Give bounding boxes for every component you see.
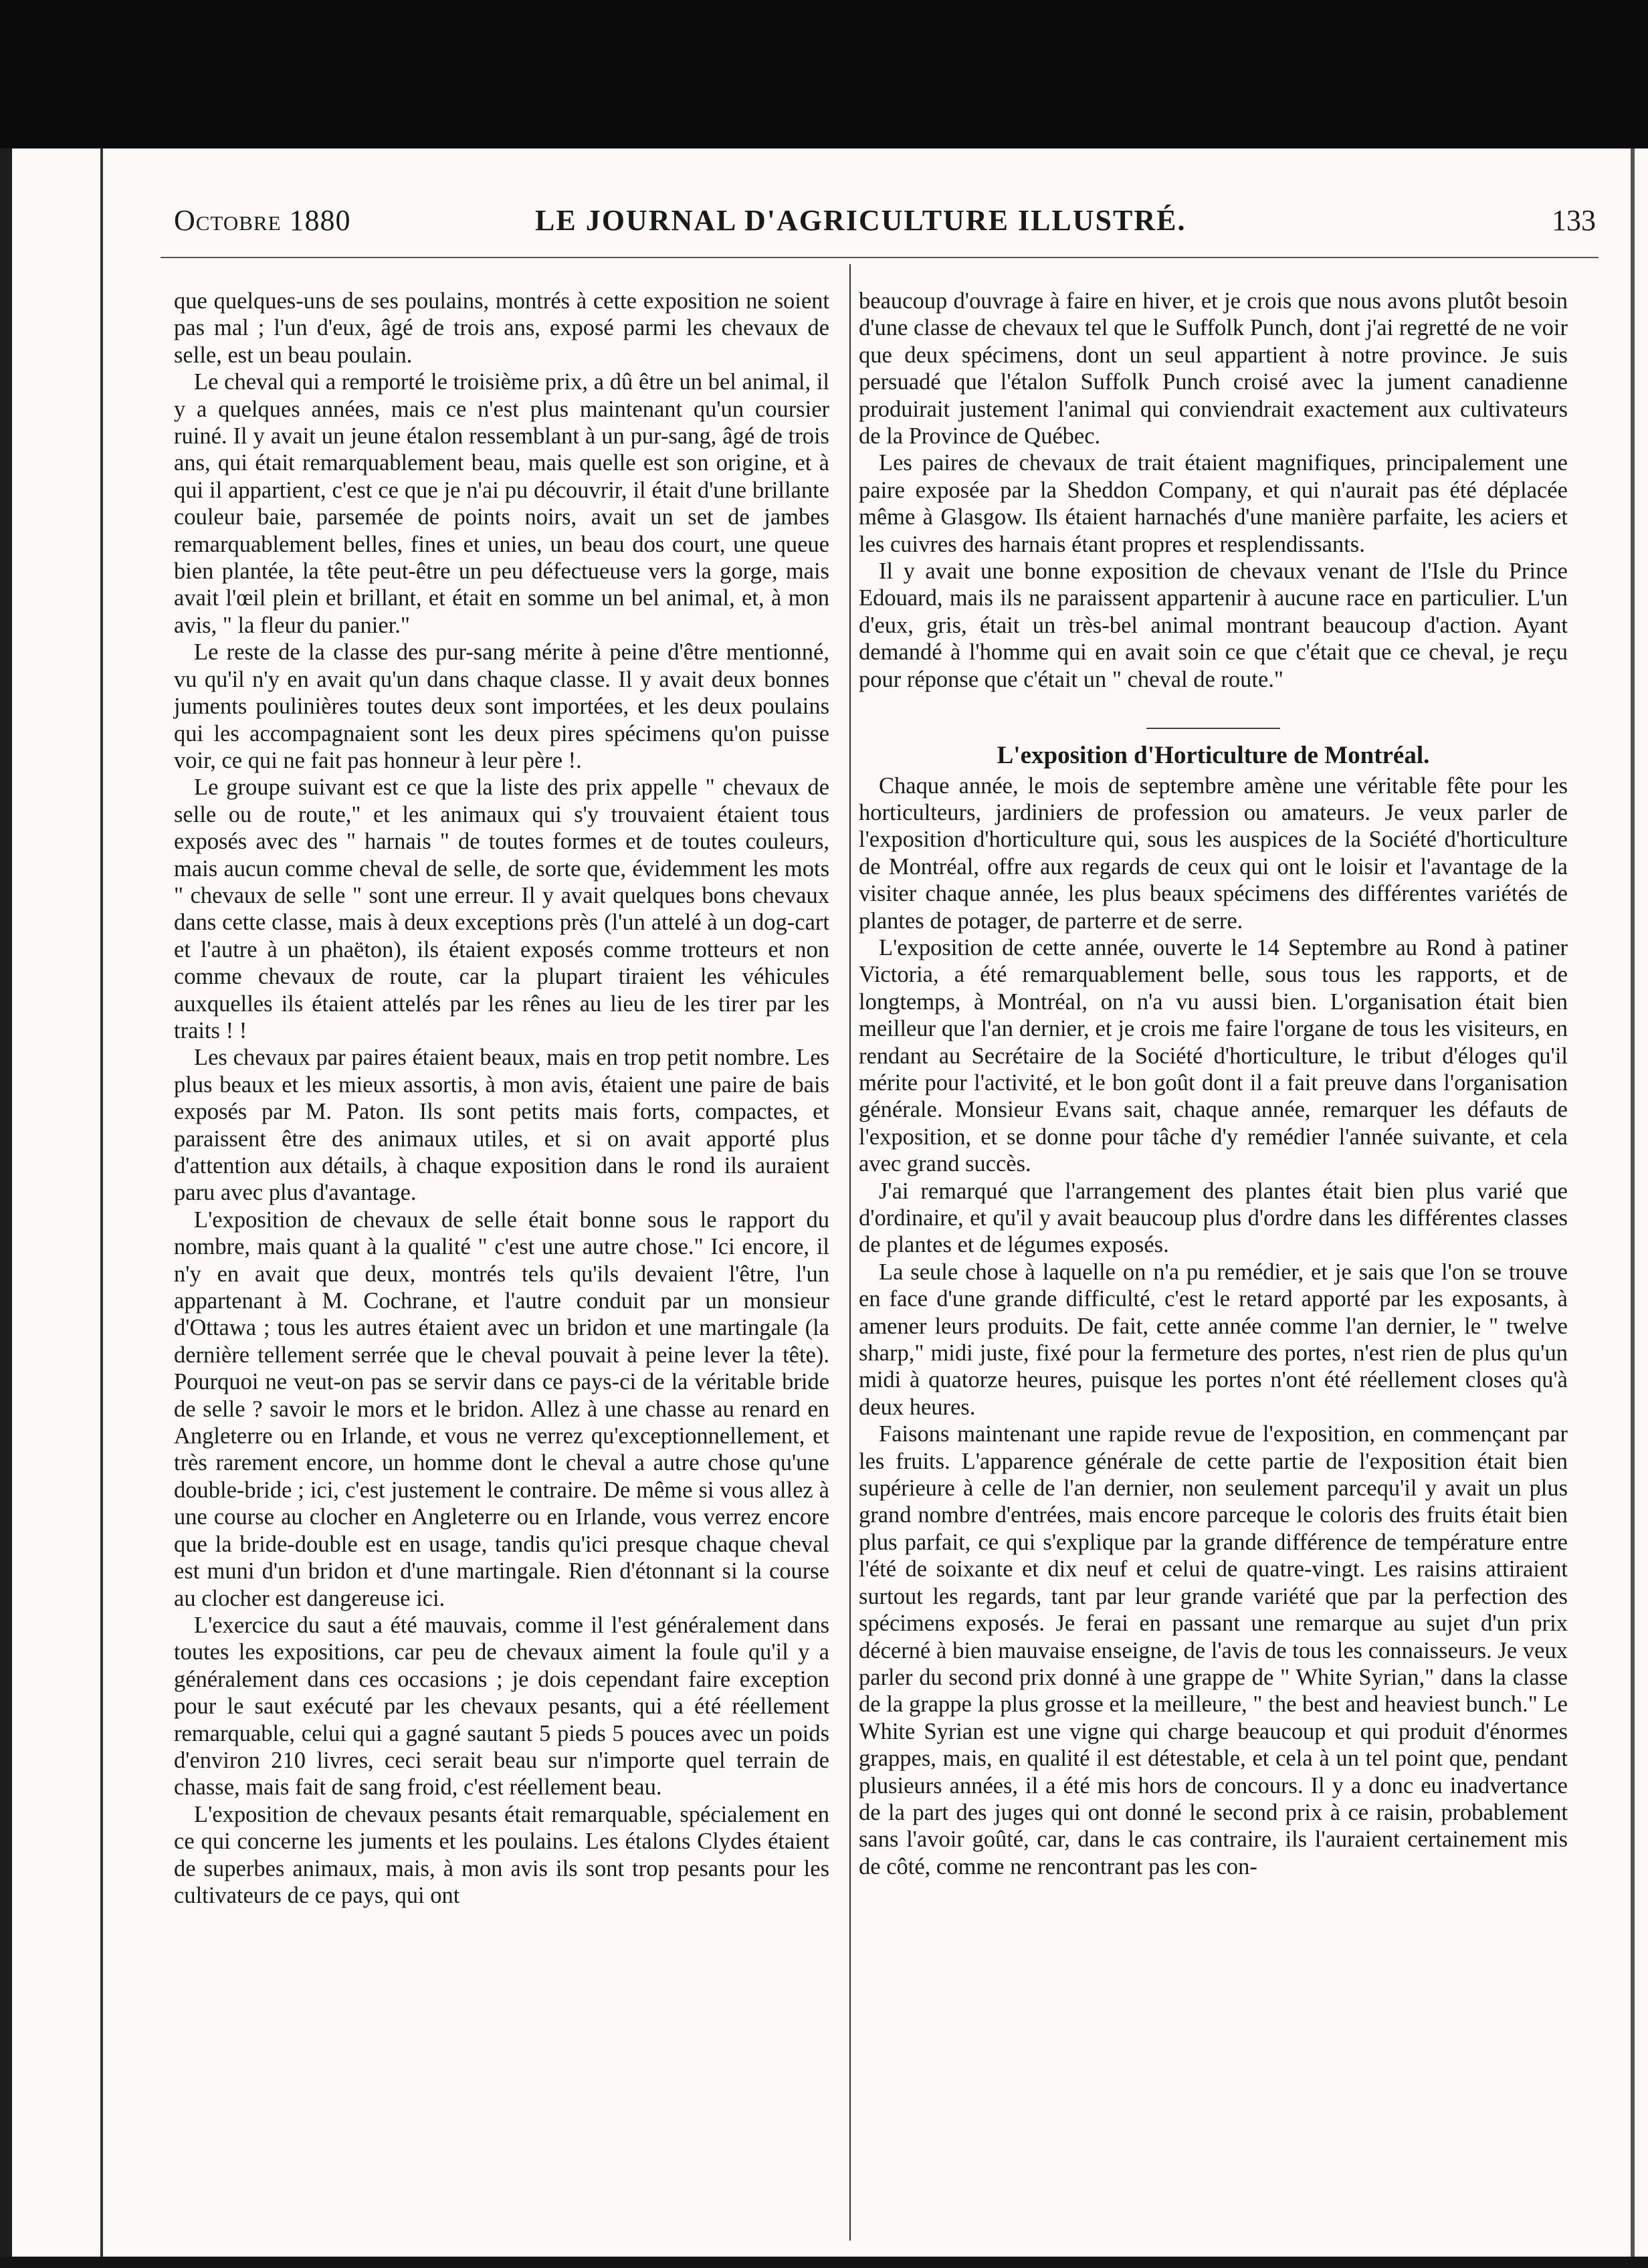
page-number: 133: [1552, 204, 1596, 237]
paragraph: J'ai remarqué que l'arrangement des plantes était bien plus varié que d'ordinaire, et qu'il y avait beaucoup plus d'ordre dans les différentes classes de plantes et de légumes exposés.: [859, 1178, 1568, 1258]
right-column: [859, 288, 1568, 1880]
paragraph: Le cheval qui a remporté le troisième prix, a dû être un bel animal, il y a quelques années, mais ce n'est plus maintenant qu'un coursier ruiné. Il y avait un jeune étalon ressemblant à un pur-sang, âgé de trois ans, qui était remarquablement beau, mais quelle est son origine, et à qui il appartient, c'est ce que je n'ai pu découvrir, il était d'une brillante couleur baie, parsemée de points noirs, avait un set de jambes remarquablement belles, fines et unies, un beau dos court, une queue bien plantée, la tête peut-être un peu défectueuse vers la gorge, mais avait l'œil plein et brillant, et était en somme un bel animal, et, à mon avis, " la fleur du panier.": [174, 369, 829, 638]
header-rule: [161, 257, 1599, 258]
paragraph: que quelques-uns de ses poulains, montrés à cette exposition ne soient pas mal ; l'un d'eux, âgé de trois ans, exposé parmi les chevaux de selle, est un beau poulain.: [174, 288, 829, 368]
paragraph: Chaque année, le mois de septembre amène une véritable fête pour les horticulteurs, jardiniers de profession ou amateurs. Je veux parler de l'exposition d'horticulture qui, sous les auspices de la Société d'horticulture de Montréal, offre aux regards de ceux qui ont le loisir et l'avantage de la visiter chaque année, les plus beaux spécimens des différentes variétés de plantes de potager, de parterre et de serre.: [859, 772, 1568, 934]
section-divider: [1146, 728, 1280, 729]
scan-bottom-border: [0, 2257, 1648, 2268]
running-head-date: Octobre 1880: [174, 204, 351, 237]
scan-top-border: [0, 0, 1648, 148]
paragraph: Faisons maintenant une rapide revue de l'exposition, en commençant par les fruits. L'apparence générale de cette partie de l'exposition était bien supérieure à celle de l'an dernier, non seulement parcequ'il y avait un plus grand nombre d'entrées, mais encore parceque le coloris des fruits était bien plus parfait, ce qui s'explique par la grande différence de température entre l'été de soixante et dix neuf et celui de quatre-vingt. Les raisins attiraient surtout les regards, tant par leur grande variété que par la perfection des spécimens exposés. Je ferai en passant une remarque au sujet d'un prix décerné à bien mauvaise enseigne, de l'avis de tous les connaisseurs. Je veux parler du second prix donné à une grappe de " White Syrian," dans la classe de la grappe la plus grosse et la meilleure, " the best and heaviest bunch." Le White Syrian est une vigne qui charge beaucoup et qui produit d'énormes grappes, mais, en qualité il est détestable, et cela à un tel point que, pendant plusieurs années, il a été mis hors de concours. Il y a donc eu inadvertance de la part des juges qui ont donné le second prix à ce raisin, probablement sans l'avoir goûté, car, dans le cas contraire, ils l'auraient certainement mis de côté, comme ne rencontrant pas les con-: [859, 1421, 1568, 1879]
paragraph: L'exposition de cette année, ouverte le 14 Septembre au Rond à patiner Victoria, a été remarquablement belle, sous tous les rapports, et de longtemps, à Montréal, on n'a vu aussi bien. L'organisation était bien meilleur que l'an dernier, et je crois me faire l'organe de tous les visiteurs, en rendant au Secrétaire de la Société d'horticulture, le tribut d'éloges qu'il mérite pour l'activité, et le bon goût dont il a fait preuve dans l'organisation générale. Monsieur Evans sait, chaque année, remarquer les défauts de l'exposition, et se donne pour tâche d'y remédier l'année suivante, et cela avec grand succès.: [859, 934, 1568, 1177]
paragraph: La seule chose à laquelle on n'a pu remédier, et je sais que l'on se trouve en face d'une grande difficulté, c'est le retard apporté par les exposants, à amener leurs produits. De fait, cette année comme l'an dernier, le " twelve sharp," midi juste, fixé pour la fermeture des portes, n'est rien de plus qu'un midi à quatorze heures, puisque les portes n'ont été réellement closes qu'à deux heures.: [859, 1259, 1568, 1420]
paragraph: L'exposition de chevaux pesants était remarquable, spécialement en ce qui concerne les juments et les poulains. Les étalons Clydes étaient de superbes animaux, mais, à mon avis ils sont trop pesants pour les cultivateurs de ce pays, qui ont: [174, 1801, 829, 1908]
page-right-rule: [1631, 148, 1635, 2257]
paragraph: beaucoup d'ouvrage à faire en hiver, et je crois que nous avons plutôt besoin d'une classe de chevaux tel que le Suffolk Punch, dont j'ai regretté de ne voir que deux spécimens, dont un seul appartient à notre province. Je suis persuadé que l'étalon Suffolk Punch croisé avec la jument canadienne produirait justement l'animal qui conviendrait exactement aux cultivateurs de la Province de Québec.: [859, 288, 1568, 449]
left-column: [174, 288, 829, 1909]
paragraph: Les paires de chevaux de trait étaient magnifiques, principalement une paire exposée par la Sheddon Company, et qui n'aurait pas été déplacée même à Glasgow. Ils étaient harnachés d'une manière parfaite, les aciers et les cuivres des harnais étant propres et resplendissants.: [859, 450, 1568, 557]
paragraph: L'exposition de chevaux de selle était bonne sous le rapport du nombre, mais quant à la qualité " c'est une autre chose." Ici encore, il n'y en avait que deux, montrés tels qu'ils devaient l'être, l'un appartenant à M. Cochrane, et l'autre conduit par un monsieur d'Ottawa ; tous les autres étaient avec un bridon et une martingale (la dernière tellement serrée que le cheval pouvait à peine lever la tête). Pourquoi ne veut-on pas se servir dans ce pays-ci de la véritable bride de selle ? savoir le mors et le bridon. Allez à une chasse au renard en Angleterre ou en Irlande, et vous ne verrez qu'exceptionnellement, et très rarement encore, un homme dont le cheval a autre chose qu'une double-bride ; ici, c'est justement le contraire. De même si vous allez à une course au clocher en Angleterre ou en Irlande, vous verrez encore que la bride-double est en usage, tandis qu'ici presque chaque cheval est muni d'un bridon et d'une martingale. Rien d'étonnant si la course au clocher est dangereuse ici.: [174, 1207, 829, 1611]
column-divider: [849, 264, 851, 2241]
paragraph: Les chevaux par paires étaient beaux, mais en trop petit nombre. Les plus beaux et les mieux assortis, à mon avis, étaient une paire de bais exposés par M. Paton. Ils sont petits mais forts, compactes, et paraissent être des animaux utiles, et si on avait apporté plus d'attention aux détails, à chaque exposition dans le rond ils auraient paru avec plus d'avantage.: [174, 1045, 829, 1206]
scan-left-border: [0, 148, 12, 2268]
paragraph: Il y avait une bonne exposition de chevaux venant de l'Isle du Prince Edouard, mais ils ne paraissent appartenir à aucune race en particulier. L'un d'eux, gris, était un très-bel animal montrant beaucoup d'action. Ayant demandé à l'homme qui en avait soin ce que c'était que ce cheval, je reçu pour réponse que c'était un " cheval de route.": [859, 558, 1568, 692]
paragraph: L'exercice du saut a été mauvais, comme il l'est généralement dans toutes les expositions, car peu de chevaux aiment la foule qu'il y a généralement dans ces occasions ; je dois cependant faire exception pour le saut exécuté par les chevaux pesants, qui a été réellement remarquable, celui qui a gagné sautant 5 pieds 5 pouces avec un poids d'environ 210 livres, ceci serait beau sur n'importe quel terrain de chasse, mais fait de sang froid, c'est réellement beau.: [174, 1612, 829, 1800]
section-block: [859, 728, 1568, 769]
paragraph: Le groupe suivant est ce que la liste des prix appelle " chevaux de selle ou de route," et les animaux qui s'y trouvaient étaient tous exposés avec des " harnais " de toutes formes et de toutes couleurs, mais aucun comme cheval de selle, de sorte que, évidemment les mots " chevaux de selle " sont une erreur. Il y avait quelques bons chevaux dans cette classe, mais à deux exceptions près (l'un attelé à un dog-cart et l'autre à un phaëton), ils étaient exposés comme trotteurs et non comme chevaux de route, car la plupart tiraient les véhicules auxquelles ils étaient attelés par les rênes au lieu de les tirer par les traits ! !: [174, 775, 829, 1043]
section-title: L'exposition d'Horticulture de Montréal.: [997, 742, 1430, 770]
page-left-rule: [100, 148, 103, 2257]
running-head-title: LE JOURNAL D'AGRICULTURE ILLUSTRÉ.: [535, 204, 1187, 237]
paragraph: Le reste de la classe des pur-sang mérite à peine d'être mentionné, vu qu'il n'y en avait qu'un dans chaque classe. Il y avait deux bonnes juments poulinières toutes deux sont importées, et les deux poulains qui les accompagnaient sont les deux pires spécimens qu'on puisse voir, ce qui ne fait pas honneur à leur père !.: [174, 639, 829, 773]
